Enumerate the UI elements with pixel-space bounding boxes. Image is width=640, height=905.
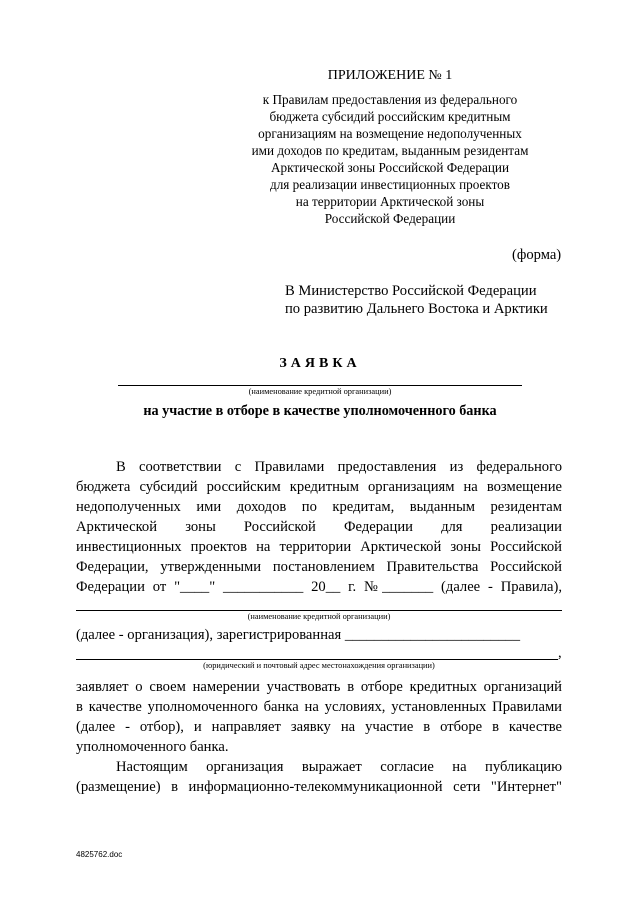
addressee-line-1: В Министерство Российской Федерации: [285, 283, 537, 299]
footer-doc-code: 4825762.doc: [76, 850, 123, 859]
body-line: недополученных ими доходов по кредитам, выданным резидентам: [76, 499, 562, 515]
body-line: (далее - отбор), и направляет заявку на участие в отборе в качестве: [76, 719, 562, 735]
body-line: Федерации от "____" ___________ 20__ г. №_______ (далее - Правила),: [76, 579, 562, 595]
appendix-line: организациям на возмещение недополученных: [258, 126, 522, 141]
document-heading: ЗАЯВКА: [279, 356, 361, 371]
addressee-line-2: по развитию Дальнего Востока и Арктики: [285, 301, 548, 317]
appendix-line: к Правилам предоставления из федерального: [262, 92, 518, 107]
appendix-line: Арктической зоны Российской Федерации: [270, 160, 510, 175]
bank-name-caption: (наименование кредитной организации): [248, 387, 392, 396]
address-line: [76, 659, 558, 660]
body-line: Федерации, утвержденными постановлением Правительства Российской: [76, 559, 562, 575]
org-name-caption: (наименование кредитной организации): [247, 612, 391, 621]
body-line: (размещение) в информационно-телекоммуникационной сети "Интернет": [76, 779, 562, 795]
address-caption: (юридический и почтовый адрес местонахождения организации): [203, 661, 435, 670]
body-line: в качестве уполномоченного банка на условиях, установленных Правилами: [76, 699, 562, 715]
body-line: В соответствии с Правилами предоставления из федерального: [116, 459, 562, 475]
body-line: инвестиционных проектов на территории Арктической зоны Российской: [76, 539, 562, 555]
appendix-line: ими доходов по кредитам, выданным резидентам: [251, 143, 529, 158]
appendix-line: бюджета субсидий российским кредитным: [269, 109, 511, 124]
document-subheading: на участие в отборе в качестве уполномоченного банка: [143, 403, 497, 419]
appendix-line: для реализации инвестиционных проектов: [270, 177, 510, 192]
appendix-title: ПРИЛОЖЕНИЕ № 1: [327, 68, 453, 83]
bank-name-line: [118, 385, 522, 386]
body-line: Арктической зоны Российской Федерации для реализации: [76, 519, 562, 535]
form-label: (форма): [512, 247, 562, 263]
registered-line: (далее - организация), зарегистрированная ________________________: [76, 627, 520, 643]
body-line: Настоящим организация выражает согласие на публикацию: [116, 759, 562, 775]
body-line: заявляет о своем намерении участвовать в отборе кредитных организаций: [76, 679, 562, 695]
appendix-line: на территории Арктической зоны: [295, 194, 485, 209]
org-name-line: [76, 610, 562, 611]
appendix-line: Российской Федерации: [324, 211, 456, 226]
body-line: бюджета субсидий российским кредитным организациям на возмещение: [76, 479, 562, 495]
address-comma: ,: [558, 645, 562, 661]
body-line: уполномоченного банка.: [76, 739, 229, 755]
